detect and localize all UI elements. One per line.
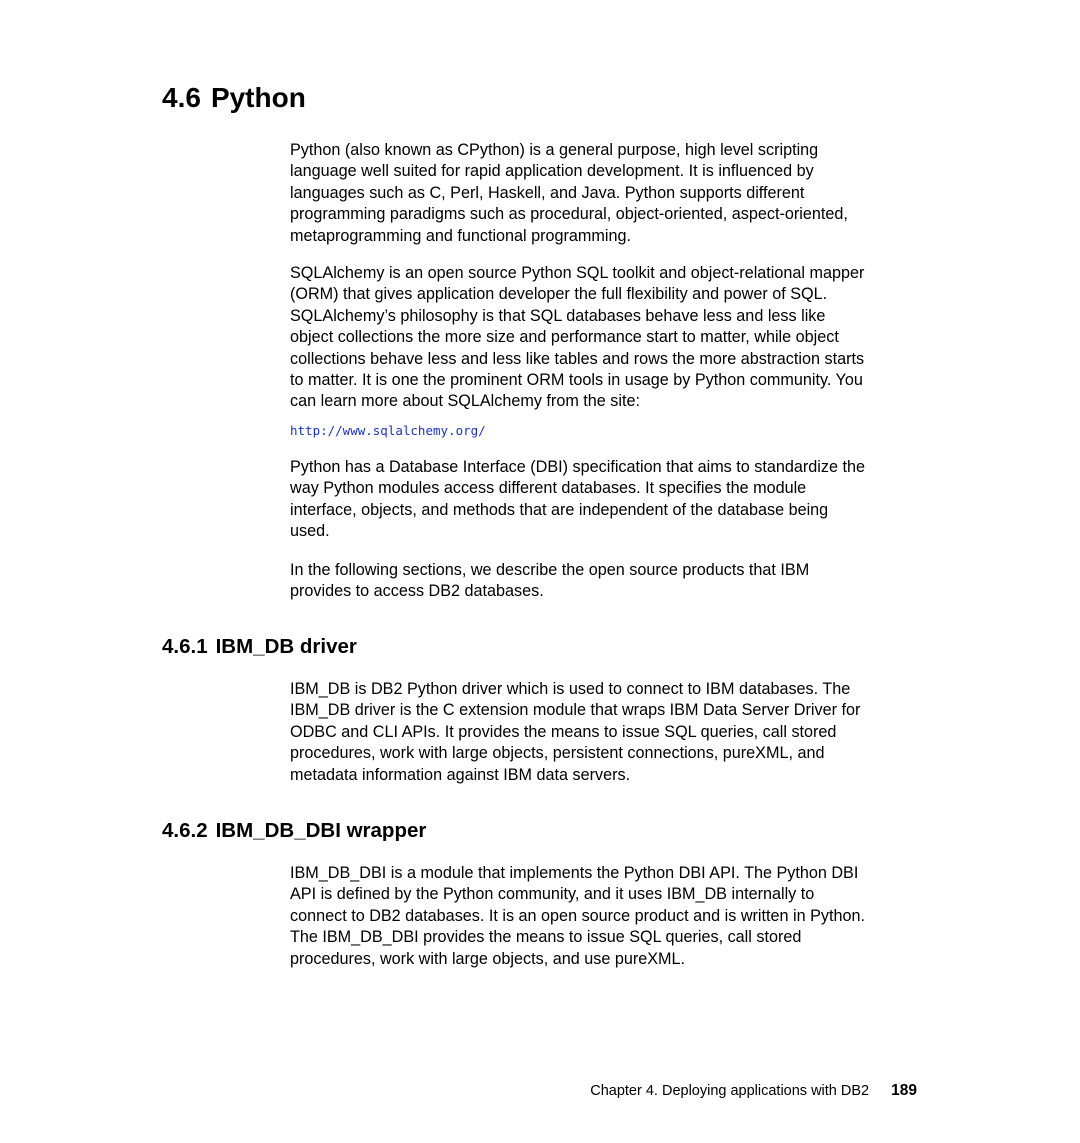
text-line: IBM_DB driver is the C extension module that wraps IBM Data Server Driver for (290, 701, 861, 720)
subsection-heading-ibm-db (162, 634, 357, 660)
text-line: The IBM_DB_DBI provides the means to issue SQL queries, call stored (290, 928, 802, 947)
page-footer (590, 1081, 917, 1101)
text-line: procedures, work with large objects, persistent connections, pureXML, and (290, 744, 825, 763)
page-number: 189 (891, 1082, 917, 1099)
text-line: collections behave less and less like tables and rows the more abstraction starts (290, 349, 865, 368)
section-heading (162, 80, 306, 116)
text-line: IBM_DB is DB2 Python driver which is used to connect to IBM databases. The (290, 680, 851, 698)
intro-paragraph-4 (290, 560, 920, 603)
text-line: Python has a Database Interface (DBI) specification that aims to standardize the (290, 458, 865, 476)
subsection-number: 4.6.1 (162, 635, 208, 658)
section-number: 4.6 (162, 82, 201, 113)
text-line: interface, objects, and methods that are independent of the database being (290, 500, 829, 519)
text-line: Python (also known as CPython) is a general purpose, high level scripting (290, 141, 819, 159)
text-line: languages such as C, Perl, Haskell, and Java. Python supports different (290, 183, 805, 202)
text-line: language well suited for rapid application development. It is influenced by (290, 162, 814, 181)
text-line: metaprogramming and functional programming. (290, 226, 632, 245)
text-line: procedures, work with large objects, and use pureXML. (290, 949, 685, 968)
subsection-title: IBM_DB_DBI wrapper (215, 819, 427, 842)
text-line: metadata information against IBM data servers. (290, 765, 631, 784)
text-line: IBM_DB_DBI is a module that implements the Python DBI API. The Python DBI (290, 864, 859, 882)
text-line: can learn more about SQLAlchemy from the site: (290, 392, 640, 411)
text-line: In the following sections, we describe the open source products that IBM (290, 561, 810, 579)
footer-chapter-title: Chapter 4. Deploying applications with DB2 (590, 1083, 870, 1099)
sqlalchemy-link[interactable]: http://www.sqlalchemy.org/ (290, 423, 486, 438)
section-title: Python (210, 82, 306, 113)
intro-paragraph-1 (290, 140, 920, 247)
subsection-heading-ibm-db-dbi (162, 818, 426, 844)
ibm-db-dbi-paragraph (290, 863, 920, 970)
text-line: SQLAlchemy is an open source Python SQL toolkit and object-relational mapper (290, 264, 865, 282)
text-line: ODBC and CLI APIs. It provides the means to issue SQL queries, call stored (290, 722, 837, 741)
ibm-db-paragraph (290, 679, 920, 786)
text-line: used. (290, 522, 330, 541)
text-line: to matter. It is one the prominent ORM tools in usage by Python community. You (290, 371, 863, 390)
text-line: (ORM) that gives application developer the full flexibility and power of SQL. (290, 285, 828, 304)
text-line: provides to access DB2 databases. (290, 582, 544, 601)
text-line: way Python modules access different databases. It specifies the module (290, 479, 807, 498)
text-line: object collections the more size and performance start to matter, while object (290, 328, 839, 347)
intro-paragraph-3 (290, 457, 920, 543)
text-line: API is defined by the Python community, and it uses IBM_DB internally to (290, 885, 815, 904)
subsection-title: IBM_DB driver (215, 635, 357, 658)
text-line: programming paradigms such as procedural, object-oriented, aspect-oriented, (290, 205, 848, 224)
intro-paragraph-2 (290, 263, 920, 413)
text-line: SQLAlchemy’s philosophy is that SQL databases behave less and less like (290, 306, 826, 325)
subsection-number: 4.6.2 (162, 819, 208, 842)
text-line: connect to DB2 databases. It is an open source product and is written in Python. (290, 906, 865, 925)
